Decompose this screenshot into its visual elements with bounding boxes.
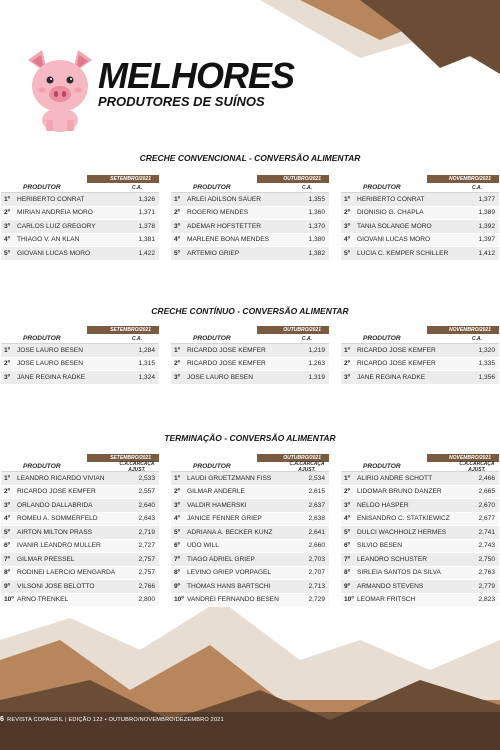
rank: 2º <box>344 360 351 368</box>
rank: 4º <box>174 236 181 244</box>
column-header-value: C.A. <box>302 335 312 342</box>
rank: 3º <box>174 501 181 509</box>
period-badge: SETEMBRO/2021 <box>87 326 159 334</box>
rank: 4º <box>344 236 351 244</box>
table-row <box>1 540 159 554</box>
table-row <box>1 513 159 527</box>
table-body <box>341 193 499 261</box>
rank: 2º <box>174 488 181 496</box>
producer-name: GILMAR PRESSEL <box>17 555 75 563</box>
ranking-table-creche-convencional-set <box>1 175 159 261</box>
ca-value: 1,355 <box>308 195 325 203</box>
rank: 2º <box>4 488 11 496</box>
producer-name: MARLENE BONA MENDES <box>187 236 270 244</box>
rank: 2º <box>4 209 11 217</box>
column-header-producer: PRODUTOR <box>23 463 61 470</box>
producer-name: DULCI WACHHOLZ HERMES <box>357 528 447 536</box>
table-row <box>1 193 159 207</box>
table-row <box>1 371 159 385</box>
rank: 5º <box>344 528 351 536</box>
ca-value: 2,615 <box>308 488 325 496</box>
table-header <box>1 334 159 344</box>
rank: 3º <box>4 373 11 381</box>
producer-name: ARNO TRENKEL <box>17 596 69 604</box>
producer-name: LUCIA C. KEMPER SCHILLER <box>357 249 449 257</box>
ca-value: 1,389 <box>478 209 495 217</box>
producer-name: JANICE FENNER GRIEP <box>187 515 262 523</box>
ranking-table-creche-convencional-out <box>171 175 329 261</box>
table-header <box>1 462 159 472</box>
ca-value: 2,677 <box>478 515 495 523</box>
table-header <box>1 183 159 193</box>
rank: 4º <box>174 515 181 523</box>
table-row <box>1 486 159 500</box>
page-title: MELHORES <box>98 55 295 96</box>
page-number: 6 <box>0 716 5 723</box>
table-row <box>341 553 499 567</box>
table-row <box>171 193 329 207</box>
ranking-table-terminacao-out <box>171 454 329 607</box>
rank: 5º <box>344 249 351 257</box>
period-badge: OUTUBRO/2021 <box>257 175 329 183</box>
table-row <box>171 580 329 594</box>
table-row <box>1 207 159 221</box>
producer-name: JOSE LAURO BESEN <box>17 346 83 354</box>
table-row <box>171 567 329 581</box>
ca-value: 2,779 <box>478 582 495 590</box>
producer-name: HERIBERTO CONRAT <box>357 195 425 203</box>
rank: 9º <box>174 582 181 590</box>
table-body <box>341 344 499 385</box>
table-row <box>1 472 159 486</box>
table-body <box>1 344 159 385</box>
rank: 1º <box>344 346 351 354</box>
rank: 6º <box>344 542 351 550</box>
ca-value: 2,823 <box>478 596 495 604</box>
table-row <box>171 220 329 234</box>
table-row <box>171 513 329 527</box>
producer-name: ADRIANA A. BECKER KUNZ <box>187 528 273 536</box>
table-row <box>341 234 499 248</box>
producer-name: GIOVANI LUCAS MORO <box>17 249 91 257</box>
producer-name: ARTEMIO GRIEP <box>187 249 240 257</box>
producer-name: VILSONI JOSE BELOTTO <box>17 582 95 590</box>
producer-name: GILMAR ANDERLE <box>187 488 245 496</box>
producer-name: MIRIAN ANDREIA MORO <box>17 209 93 217</box>
ca-value: 1,412 <box>478 249 495 257</box>
table-row <box>1 234 159 248</box>
ca-value: 2,727 <box>138 542 155 550</box>
table-header <box>341 183 499 193</box>
producer-name: ALIRIO ANDRE SCHOTT <box>357 474 433 482</box>
table-row <box>171 358 329 372</box>
ca-value: 1,326 <box>138 195 155 203</box>
column-header-value: C.A. <box>132 184 142 191</box>
producer-name: LEVINO GRIEP VORPAGEL <box>187 569 272 577</box>
rank: 3º <box>4 501 11 509</box>
table-row <box>1 594 159 608</box>
ranking-table-creche-continuo-out <box>171 326 329 385</box>
producer-name: ORLANDO DALLABRIDA <box>17 501 93 509</box>
rank: 2º <box>344 488 351 496</box>
ca-value: 1,335 <box>478 360 495 368</box>
ca-value: 2,757 <box>138 569 155 577</box>
ca-value: 1,284 <box>138 346 155 354</box>
rank: 3º <box>4 222 11 230</box>
producer-name: THOMAS HANS BARTSCHI <box>187 582 271 590</box>
table-row <box>341 472 499 486</box>
table-row <box>1 358 159 372</box>
table-row <box>171 594 329 608</box>
table-row <box>341 580 499 594</box>
ca-value: 2,533 <box>138 474 155 482</box>
rank: 5º <box>4 249 11 257</box>
rank: 2º <box>344 209 351 217</box>
rank: 10º <box>174 596 184 604</box>
column-header-value: C.A.CARCAÇA AJUST. <box>289 460 325 473</box>
table-row <box>1 220 159 234</box>
producer-name: TANIA SOLANGE MORO <box>357 222 432 230</box>
table-row <box>341 193 499 207</box>
ca-value: 1,356 <box>478 373 495 381</box>
rank: 3º <box>174 222 181 230</box>
ca-value: 1,371 <box>138 209 155 217</box>
producer-name: IVANIR LEANDRO MULLER <box>17 542 101 550</box>
producer-name: LIDOMAR BRUNO DANZER <box>357 488 442 496</box>
rank: 3º <box>344 373 351 381</box>
table-row <box>171 486 329 500</box>
producer-name: VANDREI FERNANDO BESEN <box>187 596 279 604</box>
producer-name: RODINEI LAERCIO MENGARDA <box>17 569 116 577</box>
table-row <box>171 247 329 261</box>
producer-name: JANE REGINA RADKE <box>357 373 426 381</box>
rank: 7º <box>4 555 11 563</box>
producer-name: TIAGO ADRIEL GRIEP <box>187 555 255 563</box>
table-row <box>341 371 499 385</box>
producer-name: ARLEI ADILSON SAUER <box>187 195 262 203</box>
ca-value: 2,757 <box>138 555 155 563</box>
ca-value: 1,378 <box>138 222 155 230</box>
table-row <box>1 499 159 513</box>
rank: 9º <box>344 582 351 590</box>
rank: 6º <box>174 542 181 550</box>
column-header-producer: PRODUTOR <box>363 335 401 342</box>
table-row <box>171 553 329 567</box>
table-header <box>341 334 499 344</box>
table-row <box>341 247 499 261</box>
ca-value: 2,800 <box>138 596 155 604</box>
table-row <box>1 553 159 567</box>
rank: 8º <box>4 569 11 577</box>
producer-name: UDO WILL <box>187 542 219 550</box>
table-row <box>341 486 499 500</box>
rank: 7º <box>174 555 181 563</box>
producer-name: LEANDRO RICARDO VIVIAN <box>17 474 105 482</box>
rank: 1º <box>4 346 11 354</box>
table-row <box>341 220 499 234</box>
ca-value: 2,763 <box>478 569 495 577</box>
table-row <box>1 247 159 261</box>
producer-name: HERIBERTO CONRAT <box>17 195 85 203</box>
ca-value: 2,466 <box>478 474 495 482</box>
producer-name: ENISANDRO C. STATKIEWICZ <box>357 515 450 523</box>
ca-value: 2,729 <box>308 596 325 604</box>
table-row <box>341 567 499 581</box>
column-header-producer: PRODUTOR <box>363 184 401 191</box>
producer-name: ADEMAR HOFSTETTER <box>187 222 261 230</box>
rank: 1º <box>174 346 181 354</box>
ca-value: 2,741 <box>478 528 495 536</box>
ca-value: 2,743 <box>478 542 495 550</box>
table-row <box>1 580 159 594</box>
producer-name: CARLOS LUIZ GREGORY <box>17 222 96 230</box>
ca-value: 2,660 <box>308 542 325 550</box>
rank: 6º <box>4 542 11 550</box>
column-header-producer: PRODUTOR <box>193 184 231 191</box>
ca-value: 2,557 <box>138 488 155 496</box>
rank: 3º <box>174 373 181 381</box>
column-header-value: C.A. <box>472 335 482 342</box>
producer-name: THIAGO V. AN KLAN <box>17 236 80 244</box>
producer-name: AIRTON MILTON PRASS <box>17 528 92 536</box>
ca-value: 1,324 <box>138 373 155 381</box>
table-row <box>341 526 499 540</box>
column-header-producer: PRODUTOR <box>193 335 231 342</box>
ca-value: 2,670 <box>478 501 495 509</box>
producer-name: GIOVANI LUCAS MORO <box>357 236 431 244</box>
rank: 5º <box>174 249 181 257</box>
table-body <box>171 472 329 607</box>
producer-name: RICARDO JOSE KEMFER <box>187 346 266 354</box>
ca-value: 2,641 <box>308 528 325 536</box>
rank: 10º <box>344 596 354 604</box>
producer-name: SIRLEIA SANTOS DA SILVA <box>357 569 441 577</box>
producer-name: JANE REGINA RADKE <box>17 373 86 381</box>
column-header-producer: PRODUTOR <box>23 184 61 191</box>
column-header-value: C.A. <box>132 335 142 342</box>
rank: 5º <box>174 528 181 536</box>
ca-value: 1,370 <box>308 222 325 230</box>
producer-name: ARMANDO STEVENS <box>357 582 424 590</box>
ranking-table-creche-continuo-set <box>1 326 159 385</box>
table-row <box>341 344 499 358</box>
producer-name: JOSE LAURO BESEN <box>187 373 253 381</box>
period-badge: NOVEMBRO/2021 <box>427 175 499 183</box>
rank: 2º <box>4 360 11 368</box>
period-badge: NOVEMBRO/2021 <box>427 454 499 462</box>
ca-value: 1,397 <box>478 236 495 244</box>
rank: 8º <box>344 569 351 577</box>
table-row <box>171 526 329 540</box>
producer-name: LEANDRO SCHUSTER <box>357 555 427 563</box>
rank: 9º <box>4 582 11 590</box>
period-badge: SETEMBRO/2021 <box>87 454 159 462</box>
table-row <box>1 344 159 358</box>
section-title-creche-convencional: CRECHE CONVENCIONAL - CONVERSÃO ALIMENTAR <box>139 153 361 163</box>
ca-value: 1,381 <box>138 236 155 244</box>
table-body <box>1 472 159 607</box>
ca-value: 1,422 <box>138 249 155 257</box>
table-row <box>341 358 499 372</box>
producer-name: LEOMAR FRITSCH <box>357 596 416 604</box>
ca-value: 1,320 <box>478 346 495 354</box>
period-badge: OUTUBRO/2021 <box>257 454 329 462</box>
ca-value: 1,382 <box>308 249 325 257</box>
column-header-producer: PRODUTOR <box>23 335 61 342</box>
ca-value: 1,263 <box>308 360 325 368</box>
period-badge: SETEMBRO/2021 <box>87 175 159 183</box>
rank: 5º <box>4 528 11 536</box>
table-header <box>171 334 329 344</box>
column-header-value: C.A.CARCAÇA AJUST. <box>459 460 495 473</box>
rank: 8º <box>174 569 181 577</box>
ca-value: 2,534 <box>308 474 325 482</box>
producer-name: RICARDO JOSE KEMFER <box>357 346 436 354</box>
rank: 1º <box>174 195 181 203</box>
rank: 10º <box>4 596 14 604</box>
table-body <box>1 193 159 261</box>
producer-name: SILVIO BESEN <box>357 542 402 550</box>
table-header <box>171 183 329 193</box>
column-header-producer: PRODUTOR <box>363 463 401 470</box>
column-header-value: C.A. <box>302 184 312 191</box>
producer-name: JOSE LAURO BESEN <box>17 360 83 368</box>
table-row <box>171 540 329 554</box>
ranking-table-creche-convencional-nov <box>341 175 499 261</box>
ca-value: 1,392 <box>478 222 495 230</box>
ca-value: 2,665 <box>478 488 495 496</box>
table-header <box>171 462 329 472</box>
period-badge: NOVEMBRO/2021 <box>427 326 499 334</box>
ranking-table-terminacao-nov <box>341 454 499 607</box>
producer-name: RICARDO JOSE KEMFER <box>17 488 96 496</box>
rank: 7º <box>344 555 351 563</box>
rank: 2º <box>174 360 181 368</box>
table-row <box>171 472 329 486</box>
producer-name: RICARDO JOSE KEMFER <box>357 360 436 368</box>
ca-value: 1,315 <box>138 360 155 368</box>
ranking-table-creche-continuo-nov <box>341 326 499 385</box>
table-row <box>171 344 329 358</box>
ca-value: 2,638 <box>308 515 325 523</box>
page-footer <box>0 716 224 723</box>
table-header <box>341 462 499 472</box>
ca-value: 2,643 <box>138 515 155 523</box>
producer-name: ROMEU A. SOMMERFELD <box>17 515 98 523</box>
column-header-value: C.A.CARCAÇA AJUST. <box>119 460 155 473</box>
page-subtitle: PRODUTORES DE SUÍNOS <box>98 94 265 109</box>
ca-value: 2,637 <box>308 501 325 509</box>
producer-name: VALDIR HAMERSKI <box>187 501 247 509</box>
ca-value: 2,707 <box>308 569 325 577</box>
table-body <box>171 193 329 261</box>
producer-name: ROGERIO MENDES <box>187 209 249 217</box>
table-row <box>341 207 499 221</box>
table-row <box>341 594 499 608</box>
column-header-value: C.A. <box>472 184 482 191</box>
rank: 1º <box>344 195 351 203</box>
ca-value: 2,766 <box>138 582 155 590</box>
ca-value: 2,719 <box>138 528 155 536</box>
ca-value: 2,703 <box>308 555 325 563</box>
ca-value: 2,713 <box>308 582 325 590</box>
rank: 1º <box>4 474 11 482</box>
rank: 2º <box>174 209 181 217</box>
table-row <box>171 499 329 513</box>
table-body <box>171 344 329 385</box>
ca-value: 1,360 <box>308 209 325 217</box>
producer-name: DIONISIO G. CHAPLA <box>357 209 424 217</box>
ca-value: 1,377 <box>478 195 495 203</box>
rank: 1º <box>344 474 351 482</box>
rank: 4º <box>4 236 11 244</box>
table-row <box>341 513 499 527</box>
producer-name: NELDO HASPER <box>357 501 409 509</box>
table-row <box>171 371 329 385</box>
table-row <box>341 540 499 554</box>
ca-value: 1,380 <box>308 236 325 244</box>
ca-value: 2,750 <box>478 555 495 563</box>
ranking-table-terminacao-set <box>1 454 159 607</box>
rank: 1º <box>174 474 181 482</box>
table-row <box>171 234 329 248</box>
rank: 4º <box>4 515 11 523</box>
producer-name: RICARDO JOSE KEMFER <box>187 360 266 368</box>
rank: 4º <box>344 515 351 523</box>
table-row <box>1 567 159 581</box>
ca-value: 1,319 <box>308 373 325 381</box>
footer-text: REVISTA COPAGRIL | EDIÇÃO 122 • OUTUBRO/NOVEMBRO/DEZEMBRO 2021 <box>7 717 224 723</box>
pig-icon <box>22 50 98 132</box>
producer-name: LAUDI GRUETZMANN FISS <box>187 474 272 482</box>
table-body <box>341 472 499 607</box>
section-title-creche-continuo: CRECHE CONTÍNUO - CONVERSÃO ALIMENTAR <box>151 306 349 316</box>
table-row <box>171 207 329 221</box>
period-badge: OUTUBRO/2021 <box>257 326 329 334</box>
ca-value: 2,640 <box>138 501 155 509</box>
table-row <box>1 526 159 540</box>
table-row <box>341 499 499 513</box>
rank: 3º <box>344 501 351 509</box>
rank: 3º <box>344 222 351 230</box>
rank: 1º <box>4 195 11 203</box>
section-title-terminacao: TERMINAÇÃO - CONVERSÃO ALIMENTAR <box>164 433 336 443</box>
ca-value: 1,219 <box>308 346 325 354</box>
column-header-producer: PRODUTOR <box>193 463 231 470</box>
